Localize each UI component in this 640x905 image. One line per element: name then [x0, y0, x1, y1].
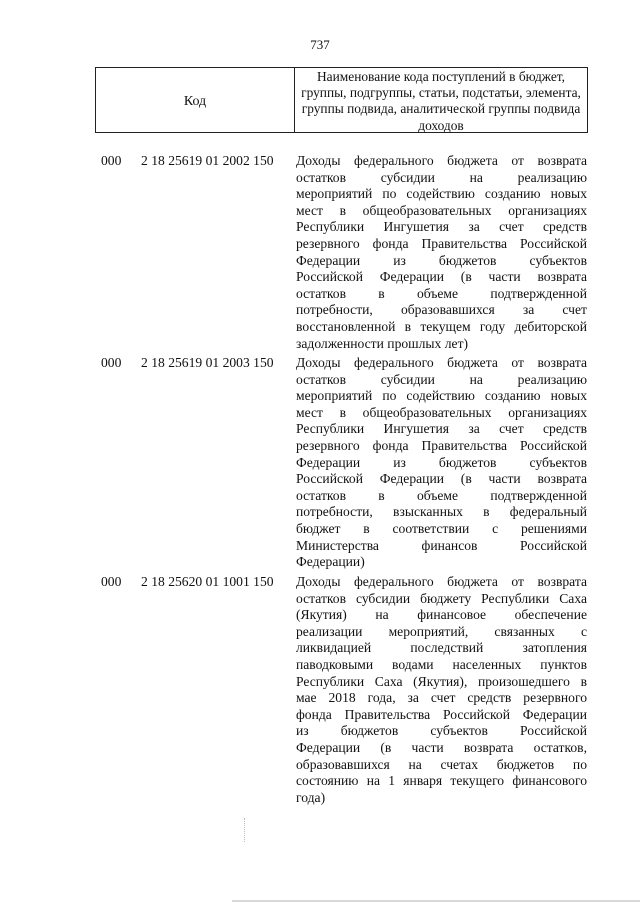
description-line: остатков в объеме подтвержденной	[296, 487, 587, 503]
header-code-cell: Код	[96, 68, 295, 132]
description-line: Федерации (в части возврата остатков,	[296, 739, 587, 755]
description-line: Российской Федерации (в части возврата	[296, 471, 587, 487]
description-line: реализации мероприятий, связанных с	[296, 623, 587, 639]
admin-code: 000	[101, 355, 122, 370]
scan-mark	[244, 818, 251, 842]
description-line: Доходы федерального бюджета от возврата	[296, 574, 587, 589]
description-line: восстановленной в текущем году дебиторской	[296, 318, 587, 334]
scan-edge-line	[232, 900, 640, 902]
revenue-description	[296, 153, 587, 352]
description-line: резервного фонда Правительства Российской	[296, 235, 587, 251]
description-line: фонда Правительства Российской Федерации	[296, 706, 587, 722]
description-line: остатков субсидии бюджету Республики Саха	[296, 590, 587, 606]
description-line: бюджет в соответствии с решениями	[296, 520, 587, 536]
description-line: потребности, взысканных в федеральный	[296, 504, 587, 520]
description-line: Доходы федерального бюджета от возврата	[296, 355, 587, 370]
description-line: задолженности прошлых лет)	[296, 335, 469, 351]
description-line: года)	[296, 789, 326, 805]
description-line: Республики Ингушетия за счет средств	[296, 421, 587, 437]
revenue-code: 2 18 25619 01 2002 150	[141, 153, 274, 168]
description-line: состоянию на 1 января текущего финансового	[296, 773, 587, 789]
description-line: из бюджетов субъектов Российской	[296, 723, 587, 739]
description-line: ликвидацией последствий затопления	[296, 640, 587, 656]
description-line: паводковыми водами населенных пунктов	[296, 656, 587, 672]
description-line: Российской Федерации (в части возврата	[296, 269, 587, 285]
description-line: остатков субсидии на реализацию	[296, 169, 587, 185]
description-line: Федерации)	[296, 554, 365, 570]
description-line: Республики Саха (Якутия), произошедшего в	[296, 673, 587, 689]
admin-code: 000	[101, 574, 122, 589]
revenue-code: 2 18 25620 01 1001 150	[141, 574, 274, 589]
description-line: остатков субсидии на реализацию	[296, 371, 587, 387]
description-line: мае 2018 года, за счет средств резервного	[296, 690, 587, 706]
description-line: Доходы федерального бюджета от возврата	[296, 153, 587, 168]
description-line: мероприятий по содействию созданию новых	[296, 388, 587, 404]
description-line: Федерации из бюджетов субъектов	[296, 454, 587, 470]
page-number: 737	[310, 37, 330, 52]
revenue-description	[296, 574, 587, 806]
revenue-description	[296, 355, 587, 571]
description-line: мест в общеобразовательных организациях	[296, 404, 587, 420]
description-line: (Якутия) на финансовое обеспечение	[296, 607, 587, 623]
header-table	[95, 67, 588, 133]
description-line: потребности, образовавшихся за счет	[296, 302, 587, 318]
description-line: резервного фонда Правительства Российской	[296, 437, 587, 453]
revenue-code: 2 18 25619 01 2003 150	[141, 355, 274, 370]
description-line: Федерации из бюджетов субъектов	[296, 252, 587, 268]
description-line: образовавшихся на счетах бюджетов по	[296, 756, 587, 772]
description-line: мест в общеобразовательных организациях	[296, 202, 587, 218]
admin-code: 000	[101, 153, 122, 168]
description-line: остатков в объеме подтвержденной	[296, 285, 587, 301]
description-line: Министерства финансов Российской	[296, 537, 587, 553]
description-line: Республики Ингушетия за счет средств	[296, 219, 587, 235]
description-line: мероприятий по содействию созданию новых	[296, 186, 587, 202]
header-name-cell: Наименование кода поступлений в бюджет, группы, подгруппы, статьи, подстатьи, элемента, группы подвида, аналитической группы подвида доходов	[301, 69, 581, 133]
